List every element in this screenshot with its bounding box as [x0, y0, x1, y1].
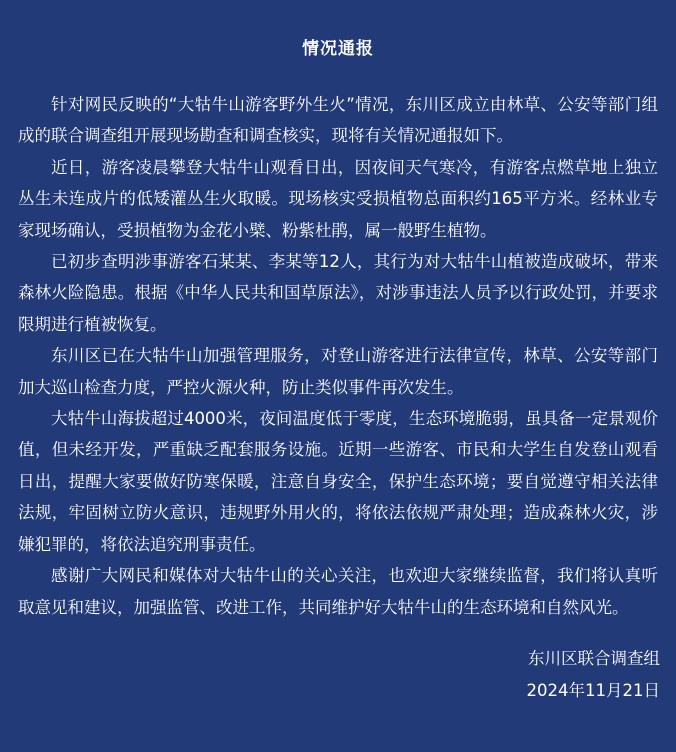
- paragraph-incident: 近日，游客凌晨攀登大牯牛山观看日出，因夜间天气寒冷，有游客点燃草地上独立丛生未连成片的低矮灌丛生火取暖。现场核实受损植物总面积约165平方米。经林业专家现场确认，受损植物为金花小檗、粉紫杜鹃，属一般野生植物。: [18, 157, 658, 240]
- paragraph-management: 东川区已在大牯牛山加强管理服务，对登山游客进行法律宣传，林草、公安等部门加大巡山检查力度，严控火源火种，防止类似事件再次发生。: [18, 346, 658, 397]
- notice-body: [18, 89, 658, 623]
- paragraph-thanks: 感谢广大网民和媒体对大牯牛山的关心关注，也欢迎大家继续监督，我们将认真听取意见和建议，加强监管、改进工作，共同维护好大牯牛山的生态环境和自然风光。: [18, 566, 658, 617]
- signature-org: 东川区联合调查组: [528, 649, 660, 668]
- signature-date: 2024年11月21日: [526, 680, 660, 700]
- signature-block: [527, 643, 660, 706]
- paragraph-warning: 大牯牛山海拔超过4000米，夜间温度低于零度，生态环境脆弱，虽具备一定景观价值，但未经开发，严重缺乏配套服务设施。近期一些游客、市民和大学生自发登山观看日出，提醒大家要做好防寒保暖，注意自身安全，保护生态环境；要自觉遵守相关法律法规，牢固树立防火意识，违规野外用火的，将依法依规严肃处理；造成森林火灾，涉嫌犯罪的，将依法追究刑事责任。: [18, 409, 658, 554]
- paragraph-intro: 针对网民反映的“大牯牛山游客野外生火”情况，东川区成立由林草、公安等部门组成的联合调查组开展现场勘查和调查核实，现将有关情况通报如下。: [18, 95, 658, 146]
- paragraph-penalty: 已初步查明涉事游客石某某、李某等12人，其行为对大牯牛山植被造成破坏，带来森林火险隐患。根据《中华人民共和国草原法》，对涉事违法人员予以行政处罚，并要求限期进行植被恢复。: [18, 252, 658, 334]
- notice-title: 情况通报: [302, 39, 374, 59]
